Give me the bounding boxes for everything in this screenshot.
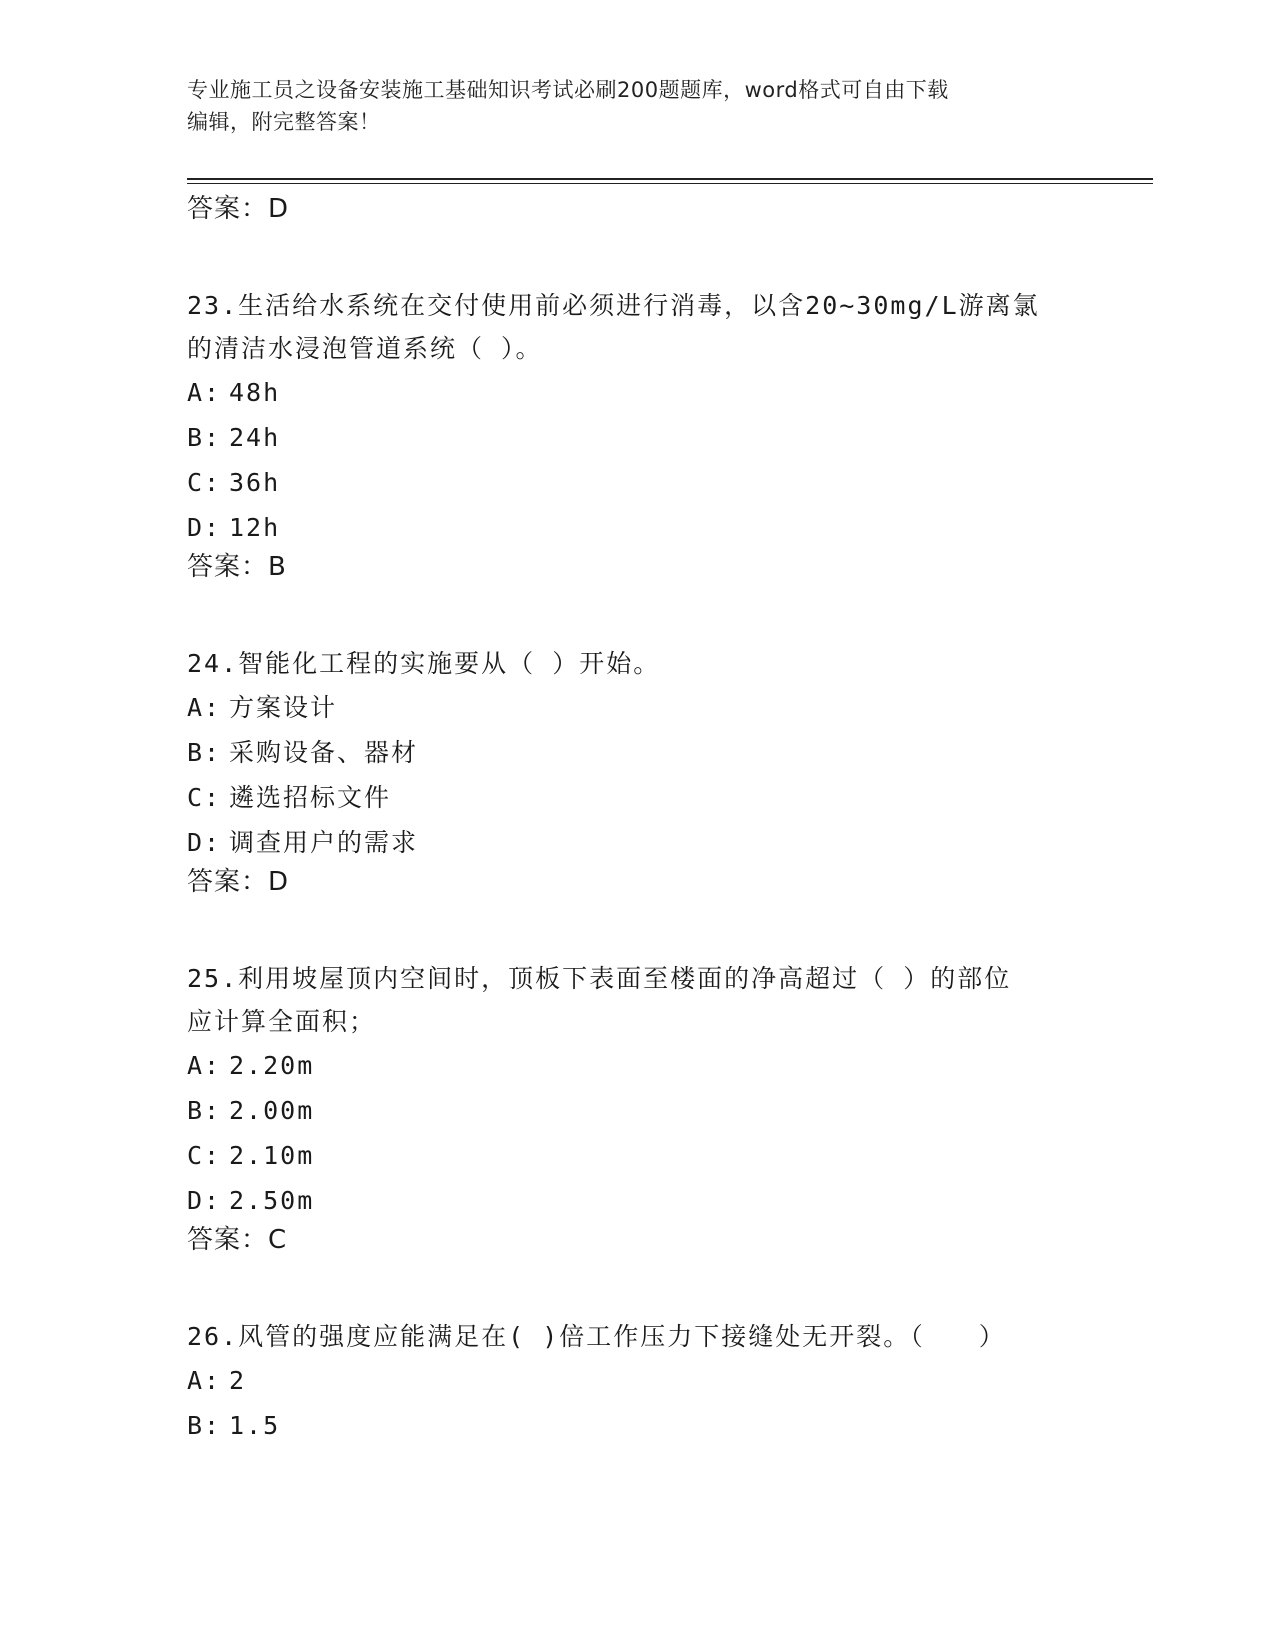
option-key: B: <box>187 738 222 767</box>
option-b <box>187 730 1147 775</box>
question-25 <box>187 957 1147 1257</box>
option-c <box>187 1133 1147 1178</box>
option-text: 48h <box>229 378 281 407</box>
question-24 <box>187 642 1147 899</box>
spacer <box>187 226 1147 284</box>
header-divider-thin <box>187 183 1153 184</box>
option-key: A: <box>187 1366 222 1395</box>
option-key: C: <box>187 783 222 812</box>
answer-line: 答案：D <box>187 867 290 897</box>
option-key: A: <box>187 693 222 722</box>
option-a <box>187 1358 1147 1403</box>
option-d <box>187 505 1147 550</box>
question-text-line: 26.风管的强度应能满足在( )倍工作压力下接缝处无开裂。（ ） <box>187 1322 1006 1351</box>
question-list <box>187 192 1147 1448</box>
option-text: 2 <box>229 1366 247 1395</box>
option-key: B: <box>187 1411 222 1440</box>
option-text: 2.00m <box>229 1096 315 1125</box>
option-key: D: <box>187 1186 222 1215</box>
option-b <box>187 1403 1147 1448</box>
option-key: C: <box>187 1141 222 1170</box>
question-text-line: 24.智能化工程的实施要从（ ）开始。 <box>187 649 661 678</box>
option-b <box>187 1088 1147 1133</box>
question-23 <box>187 284 1147 584</box>
header-line-2: 编辑，附完整答案！ <box>187 110 381 134</box>
question-text-line: 的清洁水浸泡管道系统（ ）。 <box>187 334 543 363</box>
option-text: 2.50m <box>229 1186 315 1215</box>
option-key: C: <box>187 468 222 497</box>
option-key: D: <box>187 513 222 542</box>
answer-line: 答案：B <box>187 552 287 582</box>
option-d <box>187 1178 1147 1223</box>
answer-line: 答案：D <box>187 194 290 224</box>
option-text: 1.5 <box>229 1411 281 1440</box>
option-key: A: <box>187 1051 222 1080</box>
question-text-line: 应计算全面积； <box>187 1007 377 1036</box>
option-a <box>187 685 1147 730</box>
option-a <box>187 1043 1147 1088</box>
option-a <box>187 370 1147 415</box>
question-text-line: 25.利用坡屋顶内空间时，顶板下表面至楼面的净高超过（ ）的部位 <box>187 964 1012 993</box>
document-header <box>187 74 1087 138</box>
option-c <box>187 775 1147 820</box>
option-text: 24h <box>229 423 281 452</box>
option-text: 遴选招标文件 <box>229 783 392 812</box>
spacer <box>187 1257 1147 1315</box>
spacer <box>187 584 1147 642</box>
header-line-1: 专业施工员之设备安装施工基础知识考试必刷200题题库，word格式可自由下载 <box>187 78 949 102</box>
answer-line: 答案：C <box>187 1225 288 1255</box>
option-d <box>187 820 1147 865</box>
option-text: 12h <box>229 513 281 542</box>
question-text-line: 23.生活给水系统在交付使用前必须进行消毒，以含20~30mg/L游离氯 <box>187 291 1040 320</box>
option-key: A: <box>187 378 222 407</box>
option-c <box>187 460 1147 505</box>
option-text: 调查用户的需求 <box>229 828 419 857</box>
spacer <box>187 899 1147 957</box>
option-key: B: <box>187 1096 222 1125</box>
option-text: 36h <box>229 468 281 497</box>
option-b <box>187 415 1147 460</box>
option-text: 采购设备、器材 <box>229 738 419 767</box>
header-divider-thick <box>187 178 1153 180</box>
question-26 <box>187 1315 1147 1448</box>
option-text: 2.20m <box>229 1051 315 1080</box>
option-key: D: <box>187 828 222 857</box>
option-text: 方案设计 <box>229 693 338 722</box>
option-text: 2.10m <box>229 1141 315 1170</box>
option-key: B: <box>187 423 222 452</box>
